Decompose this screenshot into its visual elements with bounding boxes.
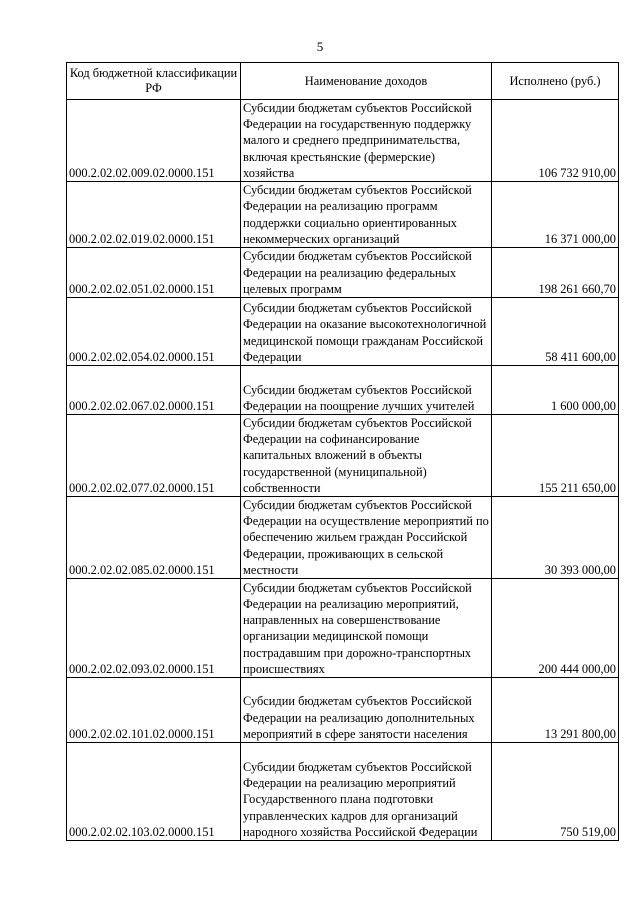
table-row xyxy=(67,415,619,497)
table-row xyxy=(67,248,619,298)
header-amount: Исполнено (руб.) xyxy=(492,63,619,100)
row-name-text: Субсидии бюджетам субъектов Российской Федерации на реализацию дополнительных мероприятий в сфере занятости населения xyxy=(243,694,475,741)
table-row xyxy=(67,298,619,366)
row-name xyxy=(241,678,492,743)
row-amount: 200 444 000,00 xyxy=(492,579,619,678)
row-amount: 1 600 000,00 xyxy=(492,366,619,415)
table-row xyxy=(67,100,619,182)
row-name-text: Субсидии бюджетам субъектов Российской Федерации на оказание высокотехнологичной медицинской помощи гражданам Российской Федерации xyxy=(243,301,487,364)
row-amount: 58 411 600,00 xyxy=(492,298,619,366)
row-name xyxy=(241,298,492,366)
header-code: Код бюджетной классификации РФ xyxy=(67,63,241,100)
table-row xyxy=(67,182,619,248)
row-name xyxy=(241,366,492,415)
row-code: 000.2.02.02.019.02.0000.151 xyxy=(67,182,241,248)
row-amount: 106 732 910,00 xyxy=(492,100,619,182)
row-name xyxy=(241,497,492,579)
row-code: 000.2.02.02.067.02.0000.151 xyxy=(67,366,241,415)
row-name-text: Субсидии бюджетам субъектов Российской Федерации на реализацию мероприятий, направленных на совершенствование организации медицинской помощи пострадавшим при дорожно-транспортных происшествиях xyxy=(243,580,472,676)
row-name xyxy=(241,100,492,182)
row-amount: 30 393 000,00 xyxy=(492,497,619,579)
row-name-text: Субсидии бюджетам субъектов Российской Федерации на реализацию программ поддержки социально ориентированных некоммерческих организаций xyxy=(243,183,472,246)
row-name-text: Субсидии бюджетам субъектов Российской Федерации на государственную поддержку малого и среднего предпринимательства, включая крестьянские (фермерские) хозяйства xyxy=(243,101,472,180)
row-name xyxy=(241,415,492,497)
row-name-text: Субсидии бюджетам субъектов Российской Федерации на реализацию мероприятий Государственного плана подготовки управленческих кадров для организаций народного хозяйства Российской Федерации xyxy=(243,760,478,839)
table-row xyxy=(67,579,619,678)
row-amount: 13 291 800,00 xyxy=(492,678,619,743)
row-amount: 155 211 650,00 xyxy=(492,415,619,497)
row-name xyxy=(241,743,492,841)
row-name-text: Субсидии бюджетам субъектов Российской Федерации на реализацию федеральных целевых программ xyxy=(243,249,472,296)
row-amount: 16 371 000,00 xyxy=(492,182,619,248)
row-code: 000.2.02.02.101.02.0000.151 xyxy=(67,678,241,743)
revenue-table xyxy=(66,62,619,841)
table-row xyxy=(67,678,619,743)
row-code: 000.2.02.02.054.02.0000.151 xyxy=(67,298,241,366)
row-name-text: Субсидии бюджетам субъектов Российской Федерации на софинансирование капитальных вложений в объекты государственной (муниципальной) собственности xyxy=(243,416,472,495)
row-name xyxy=(241,579,492,678)
row-name-text: Субсидии бюджетам субъектов Российской Федерации на поощрение лучших учителей xyxy=(243,382,475,413)
header-name: Наименование доходов xyxy=(241,63,492,100)
table-row xyxy=(67,497,619,579)
table-row xyxy=(67,366,619,415)
row-name-text: Субсидии бюджетам субъектов Российской Федерации на осуществление мероприятий по обеспечению жильем граждан Российской Федерации, проживающих в сельской местности xyxy=(243,498,489,577)
row-code: 000.2.02.02.077.02.0000.151 xyxy=(67,415,241,497)
row-name xyxy=(241,248,492,298)
table-header-row xyxy=(67,63,619,100)
row-amount: 750 519,00 xyxy=(492,743,619,841)
row-code: 000.2.02.02.103.02.0000.151 xyxy=(67,743,241,841)
row-code: 000.2.02.02.051.02.0000.151 xyxy=(67,248,241,298)
row-name xyxy=(241,182,492,248)
row-code: 000.2.02.02.009.02.0000.151 xyxy=(67,100,241,182)
page-number: 5 xyxy=(316,39,324,54)
table-row xyxy=(67,743,619,841)
row-code: 000.2.02.02.093.02.0000.151 xyxy=(67,579,241,678)
row-amount: 198 261 660,70 xyxy=(492,248,619,298)
row-code: 000.2.02.02.085.02.0000.151 xyxy=(67,497,241,579)
